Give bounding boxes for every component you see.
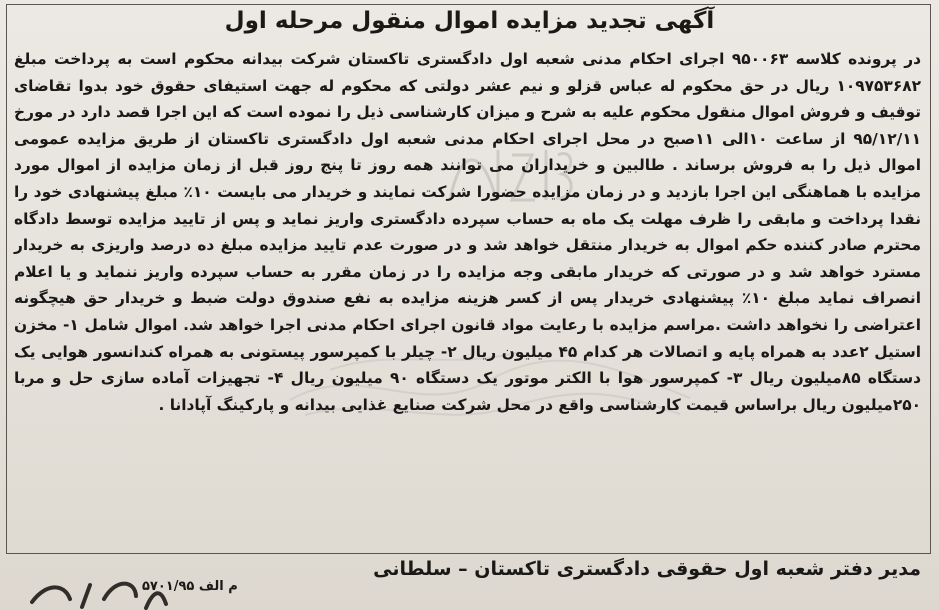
notice-code: م الف ۵۷۰۱/۹۵: [142, 579, 238, 594]
signature-line: مدیر دفتر شعبه اول حقوقی دادگستری تاکستان – سلطانی: [373, 558, 921, 580]
notice-body: در پرونده کلاسه ۹۵۰۰۶۳ اجرای احکام مدنی شعبه اول دادگستری تاکستان شرکت بیدانه محکوم است به پرداخت مبلغ ۱۰۹۷۵۳۶۸۲ ریال در حق محکوم له عباس قزلو و نیم عشر دولتی که محکوم له جهت استیفای حقوق خود بدوا تقاضای توقیف و فروش اموال منقول محکوم علیه به شرح و میزان کارشناسی ذیل را نموده است که این اجرا قصد دارد در مورخ ۹۵/۱۲/۱۱ از ساعت ۱۰الی ۱۱صبح در محل اجرای احکام مدنی شعبه اول دادگستری تاکستان از طریق مزایده عمومی اموال ذیل را به فروش برساند . طالبین و خریداران می توانند همه روز تا پنج روز قبل از زمان مزایده از اموال مورد مزایده با هماهنگی این اجرا بازدید و در زمان مزایده حضورا شرکت نمایند و خریدار می بایست ۱۰٪ مبلغ پیشنهادی خود را نقدا پرداخت و مابقی را ظرف مهلت یک ماه به حساب سپرده دادگستری واریز نماید و پس از تایید مزایده توسط دادگاه محترم صادر کننده حکم اموال به خریدار منتقل خواهد شد و در صورت عدم تایید مزایده مبلغ ده درصد واریزی به خریدار مسترد خواهد شد و در صورتی که خریدار مابقی وجه مزایده را در زمان مقرر به حساب سپرده واریز ننماید و یا اعلام انصراف نماید مبلغ ۱۰٪ پیشنهادی خریدار پس از کسر هزینه مزایده به نفع صندوق دولت ضبط و خریدار حق هیچگونه اعتراضی را نخواهد داشت .مراسم مزایده با رعایت مواد قانون اجرای احکام مدنی اجرا خواهد شد. اموال شامل ۱- مخزن استیل ۲عدد به همراه پایه و اتصالات هر کدام ۴۵ میلیون ریال ۲- چیلر با کمپرسور پیستونی به همراه کندانسور هوایی یک دستگاه ۸۵میلیون ریال ۳- کمپرسور هوا با الکتر موتور یک دستگاه ۹۰ میلیون ریال ۴- تجهیزات آماده سازی حل و مربا ۲۵۰میلیون ریال براساس قیمت کارشناسی واقع در محل شرکت صنایع غذایی بیدانه و پارکینگ آپادانا .: [14, 50, 922, 414]
notice-title: آگهی تجدید مزایده اموال منقول مرحله اول: [224, 8, 715, 34]
